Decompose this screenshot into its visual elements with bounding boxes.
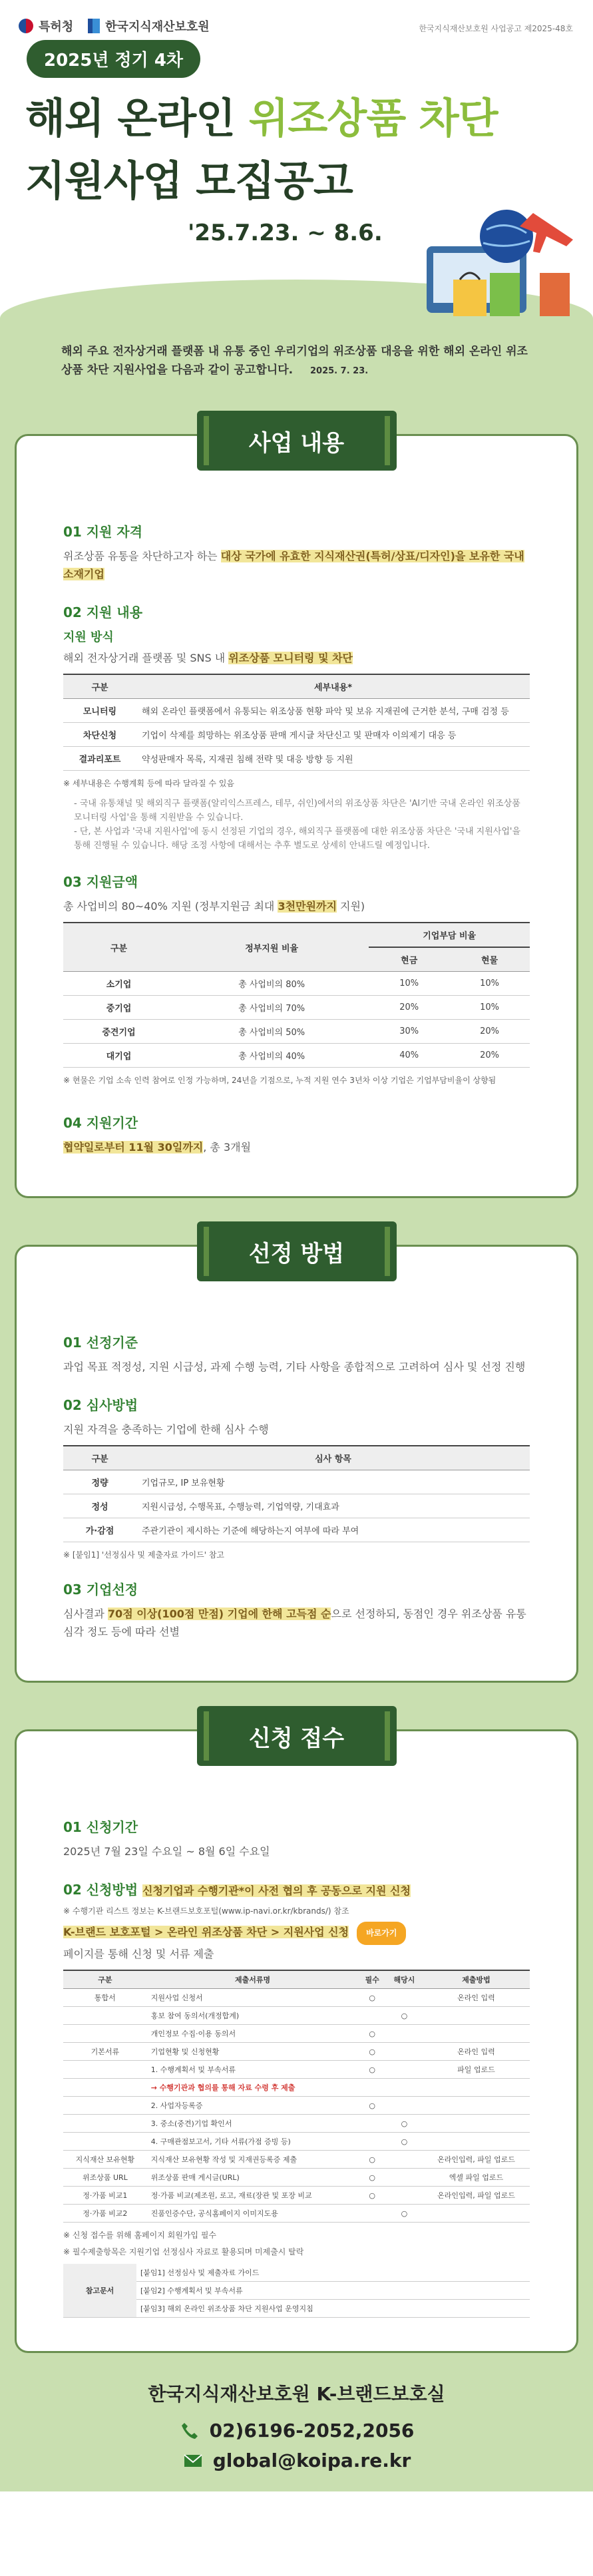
- doc-cell-m: [423, 2025, 530, 2043]
- section-title-selection: 선정 방법: [197, 1221, 397, 1281]
- row-value: 20%: [369, 996, 449, 1020]
- amount-heading: 03 지원금액: [63, 874, 138, 890]
- doc-cell-n: 홍보 참여 동의서(개정합계): [147, 2007, 359, 2025]
- table-row: [63, 1989, 530, 2007]
- doc-cell-o: ○: [386, 2115, 423, 2133]
- table-row: [63, 723, 530, 747]
- row-value: 기업이 삭제를 희망하는 위조상품 판매 게시글 차단신고 및 판매자 이의제기 대응 등: [136, 723, 530, 747]
- footer-org: 한국지식재산보호원 K-브랜드보호실: [148, 2383, 445, 2405]
- table-row: [63, 1020, 530, 1044]
- apply-method-line: [63, 1879, 530, 1898]
- row-key: 결과리포트: [63, 747, 136, 771]
- phone-icon: [179, 2420, 200, 2442]
- footer-phone: [15, 2420, 578, 2442]
- doc-cell-m: [423, 2079, 530, 2097]
- table-row: [63, 2097, 530, 2115]
- apply-period-heading: 01 신청기간: [63, 1819, 138, 1835]
- title-line1: [25, 85, 498, 144]
- doc-cell-n: 진품인증수단, 공식홈페이지 이미지도용: [147, 2205, 359, 2223]
- criteria-heading: 01 선정기준: [63, 1335, 138, 1351]
- docs-header: 제출방법: [423, 1970, 530, 1989]
- doc-cell-o: ○: [386, 2007, 423, 2025]
- reference-item: [붙임1] 선정심사 및 제출자료 가이드: [136, 2264, 530, 2282]
- doc-cell-m: [423, 2097, 530, 2115]
- table-row: [63, 2025, 530, 2043]
- support-table-header: 구분: [63, 674, 136, 699]
- portal-path-text: K-브랜드 보호포털 > 온라인 위조상품 차단 > 지원사업 신청: [63, 1926, 349, 1938]
- table-row: [63, 2079, 530, 2097]
- amount-text-c: 지원): [336, 900, 365, 913]
- period-highlight: 협약일로부터 11월 30일까지: [63, 1141, 204, 1154]
- table-row: [63, 1470, 530, 1494]
- logo-bar: [19, 17, 210, 35]
- review-heading: 02 심사방법: [63, 1397, 138, 1413]
- support-note: ※ 세부내용은 수행계획 등에 따라 달라질 수 있음: [63, 779, 235, 788]
- row-key: 중기업: [63, 996, 174, 1020]
- bullet-item: - 국내 유통채널 및 해외직구 플랫폼(알리익스프레스, 테무, 쉬인)에서의 위조상품 차단은 'AI기반 국내 온라인 위조상품 모니터링 사업'을 통해 지원받을 수 있습니다.: [74, 799, 520, 823]
- doc-cell-r: ○: [358, 2043, 386, 2061]
- eligibility-text: [63, 547, 530, 583]
- reference-item: [붙임2] 수행계획서 및 부속서류: [136, 2282, 530, 2300]
- funding-header-kind: 현물: [449, 947, 530, 972]
- koipa-name: 한국지식재산보호원: [105, 20, 210, 34]
- doc-cell-m: [423, 2115, 530, 2133]
- funding-header-cash: 현금: [369, 947, 449, 972]
- doc-cell-g: [63, 2133, 147, 2151]
- doc-cell-o: [386, 2043, 423, 2061]
- review-text: 지원 자격을 충족하는 기업에 한해 심사 수행: [63, 1423, 269, 1436]
- row-value: 해외 온라인 플랫폼에서 유통되는 위조상품 현황 파악 및 보유 지재권에 근거한 분석, 구매 검정 등: [136, 699, 530, 723]
- selection-highlight: 70점 이상(100점 만점) 기업에 한해 고득점 순: [107, 1608, 331, 1620]
- doc-cell-r: [358, 2115, 386, 2133]
- doc-cell-m: [423, 2007, 530, 2025]
- amount-highlight: 3천만원까지: [278, 900, 337, 913]
- doc-cell-m: 엑셀 파일 업로드: [423, 2169, 530, 2187]
- doc-cell-n: 지원사업 신청서: [147, 1989, 359, 2007]
- selection-heading: 03 기업선정: [63, 1582, 138, 1598]
- row-key: 중견기업: [63, 1020, 174, 1044]
- apply-period-text: 2025년 7월 23일 수요일 ~ 8월 6일 수요일: [63, 1845, 270, 1858]
- doc-cell-r: [358, 2007, 386, 2025]
- row-value: 총 사업비의 50%: [174, 1020, 369, 1044]
- doc-cell-m: 온라인 입력: [423, 2043, 530, 2061]
- section-application: [15, 1725, 578, 2353]
- table-row: [63, 1494, 530, 1518]
- intro-date: 2025. 7. 23.: [310, 366, 369, 376]
- docs-header: 필수: [358, 1970, 386, 1989]
- period-text-b: , 총 3개월: [203, 1141, 252, 1154]
- portal-path: [63, 1922, 530, 1945]
- doc-cell-g: [63, 2061, 147, 2079]
- shopping-illustration-icon: [413, 200, 580, 326]
- doc-cell-r: [358, 2205, 386, 2223]
- doc-cell-o: ○: [386, 2205, 423, 2223]
- doc-cell-r: ○: [358, 1989, 386, 2007]
- review-note: ※ [붙임1] '선정심사 및 제출자료 가이드' 참고: [63, 1550, 225, 1560]
- table-row: [63, 699, 530, 723]
- doc-cell-g: [63, 2079, 147, 2097]
- doc-cell-g: [63, 2115, 147, 2133]
- signup-note: ※ 신청 접수를 위해 홈페이지 회원가입 필수: [63, 2231, 217, 2240]
- period-heading: 04 지원기간: [63, 1115, 138, 1131]
- doc-cell-g: [63, 2097, 147, 2115]
- doc-cell-m: [423, 2133, 530, 2151]
- portal-path-desc: 페이지를 통해 신청 및 서류 제출: [63, 1948, 214, 1960]
- doc-cell-n: 1. 수행계획서 및 부속서류: [147, 2061, 359, 2079]
- doc-cell-o: [386, 2061, 423, 2079]
- row-key: 정량: [63, 1470, 136, 1494]
- doc-cell-o: [386, 2097, 423, 2115]
- apply-method-heading: 02 신청방법: [63, 1882, 138, 1898]
- title-part1: 해외 온라인: [25, 94, 249, 142]
- phone-number: 02)6196-2052,2056: [209, 2420, 415, 2442]
- row-value: 20%: [449, 1044, 530, 1068]
- docs-header: 구분: [63, 1970, 147, 1989]
- support-method-label: 지원 방식: [63, 630, 114, 644]
- table-row: [63, 747, 530, 771]
- doc-cell-m: 온라인 입력: [423, 1989, 530, 2007]
- row-value: 기업규모, IP 보유현황: [136, 1470, 530, 1494]
- amount-text-a: 총 사업비의 80~40% 지원 (정부지원금 최대: [63, 900, 278, 913]
- support-method-text: [63, 649, 530, 667]
- doc-cell-r: ○: [358, 2169, 386, 2187]
- eligibility-heading: 01 지원 자격: [63, 524, 143, 540]
- row-key: 정성: [63, 1494, 136, 1518]
- support-bullets: [74, 797, 530, 853]
- email-icon: [182, 2450, 204, 2471]
- review-table: [63, 1445, 530, 1542]
- selection-text-a: 심사결과: [63, 1608, 108, 1620]
- footer: [15, 2353, 578, 2491]
- row-value: 지원시급성, 수행목표, 수행능력, 기업역량, 기대효과: [136, 1494, 530, 1518]
- row-value: 주관기관이 제시하는 기준에 해당하는지 여부에 따라 부여: [136, 1518, 530, 1542]
- docs-header: 해당시: [386, 1970, 423, 1989]
- row-key: 모니터링: [63, 699, 136, 723]
- doc-cell-g: 정·가품 비교1: [63, 2187, 147, 2205]
- table-row: [63, 1518, 530, 1542]
- eligibility-text-a: 위조상품 유통을 차단하고자 하는: [63, 550, 221, 562]
- doc-cell-n: 3. 중소(중견)기업 확인서: [147, 2115, 359, 2133]
- doc-cell-n: 위조상품 판매 게시글(URL): [147, 2169, 359, 2187]
- funding-table: [63, 922, 530, 1068]
- main-body: [0, 326, 593, 2491]
- doc-cell-g: 지식재산 보유현황: [63, 2151, 147, 2169]
- required-note: ※ 필수제출항목은 지원기업 선정심사 자료로 활용되며 미제출시 탈락: [63, 2247, 304, 2256]
- funding-note: ※ 현물은 기업 소속 인력 참여로 인정 가능하며, 24년을 기점으로, 누적 지원 연수 3년차 이상 기업은 기업부담비율이 상향됨: [63, 1076, 496, 1085]
- doc-cell-r: ○: [358, 2097, 386, 2115]
- doc-cell-g: [63, 2007, 147, 2025]
- section-title-business: 사업 내용: [197, 411, 397, 471]
- doc-cell-n: → 수행기관과 협의를 통해 자료 수령 후 제출: [147, 2079, 359, 2097]
- doc-cell-n: 개인정보 수집·이용 동의서: [147, 2025, 359, 2043]
- row-value: 10%: [369, 972, 449, 996]
- support-highlight: 위조상품 모니터링 및 차단: [228, 652, 353, 664]
- funding-header: 정부지원 비율: [174, 923, 369, 972]
- doc-cell-n: 정·가품 비교(제조원, 로고, 재료(장관 및 포장 비교: [147, 2187, 359, 2205]
- selection-text-c: 으로 선정하되, 동점인 경우 위조상품 유통 심각 정도 등에 따라 선별: [63, 1608, 526, 1638]
- kipo-name: 특허청: [39, 20, 74, 34]
- table-row: [63, 2043, 530, 2061]
- row-key: 소기업: [63, 972, 174, 996]
- doc-cell-g: 위조상품 URL: [63, 2169, 147, 2187]
- doc-cell-r: [358, 2079, 386, 2097]
- docs-header: 제출서류명: [147, 1970, 359, 1989]
- doc-cell-g: 정·가품 비교2: [63, 2205, 147, 2223]
- funding-header: 기업부담 비율: [369, 923, 530, 947]
- section-business: [15, 429, 578, 1198]
- doc-cell-m: 온라인입력, 파일 업로드: [423, 2187, 530, 2205]
- apply-method-note: ※ 수행기관 리스트 정보는 K-브랜드보호포털(www.ip-navi.or.kr/kbrands/) 참조: [63, 1906, 349, 1916]
- review-header: 심사 항목: [136, 1446, 530, 1470]
- support-table: [63, 674, 530, 771]
- doc-cell-r: [358, 2133, 386, 2151]
- table-row: [63, 2133, 530, 2151]
- recruit-period: '25.7.23. ~ 8.6.: [188, 220, 383, 246]
- row-value: 총 사업비의 80%: [174, 972, 369, 996]
- doc-cell-o: ○: [386, 2133, 423, 2151]
- doc-cell-o: [386, 1989, 423, 2007]
- kipo-logo: [19, 17, 73, 35]
- reference-table: [63, 2264, 530, 2318]
- reference-key: 참고문서: [63, 2264, 136, 2318]
- support-table-header: 세부내용*: [136, 674, 530, 699]
- email-address: global@koipa.re.kr: [212, 2450, 411, 2471]
- doc-cell-r: ○: [358, 2025, 386, 2043]
- table-row: [63, 2151, 530, 2169]
- row-value: 30%: [369, 1020, 449, 1044]
- documents-table: [63, 1970, 530, 2223]
- intro: [15, 326, 578, 414]
- row-key: 차단신청: [63, 723, 136, 747]
- doc-cell-r: ○: [358, 2187, 386, 2205]
- doc-cell-g: 통합서: [63, 1989, 147, 2007]
- doc-cell-n: 지식재산 보유현황 작성 및 지재권등록증 제출: [147, 2151, 359, 2169]
- doc-cell-m: 온라인입력, 파일 업로드: [423, 2151, 530, 2169]
- header: [0, 0, 593, 326]
- table-row: [63, 2187, 530, 2205]
- amount-text: [63, 897, 530, 915]
- table-row: [63, 2205, 530, 2223]
- doc-cell-m: [423, 2205, 530, 2223]
- doc-cell-g: 기본서류: [63, 2043, 147, 2061]
- notice-number: 한국지식재산보호원 사업공고 제2025-48호: [419, 24, 573, 33]
- row-key: 대기업: [63, 1044, 174, 1068]
- section-selection: [15, 1240, 578, 1683]
- doc-cell-o: [386, 2025, 423, 2043]
- reference-item: [붙임3] 해외 온라인 위조상품 차단 지원사업 운영지침: [136, 2300, 530, 2318]
- doc-cell-o: [386, 2187, 423, 2205]
- row-value: 총 사업비의 40%: [174, 1044, 369, 1068]
- koipa-emblem-icon: [88, 19, 100, 33]
- doc-cell-r: ○: [358, 2151, 386, 2169]
- table-row: [63, 996, 530, 1020]
- eligibility-highlight: 대상 국가에 유효한 지식재산권(특허/상표/디자인)을 보유한 국내 소재기업: [63, 550, 524, 580]
- table-row: [63, 2007, 530, 2025]
- table-row: [63, 972, 530, 996]
- doc-cell-o: [386, 2079, 423, 2097]
- doc-cell-r: ○: [358, 2061, 386, 2079]
- doc-cell-g: [63, 2025, 147, 2043]
- doc-cell-n: 기업현황 및 신청현황: [147, 2043, 359, 2061]
- title-line2: 지원사업 모집공고: [25, 156, 353, 205]
- selection-text: [63, 1605, 530, 1641]
- support-heading: 02 지원 내용: [63, 604, 143, 620]
- apply-method-text: 신청기업과 수행기관*이 사전 협의 후 공동으로 지원 신청: [142, 1884, 411, 1897]
- table-row: [63, 2264, 530, 2282]
- title-highlight: 위조상품 차단: [248, 94, 498, 142]
- support-text-a: 해외 전자상거래 플랫폼 및 SNS 내: [63, 652, 229, 664]
- row-key: 가·감점: [63, 1518, 136, 1542]
- go-button[interactable]: 바로가기: [357, 1922, 406, 1945]
- intro-text: 해외 주요 전자상거래 플랫폼 내 유통 중인 우리기업의 위조상품 대응을 위한 해외 온라인 위조상품 차단 지원사업을 다음과 같이 공고합니다.: [61, 345, 528, 377]
- table-row: [63, 2061, 530, 2079]
- period-text: [63, 1138, 530, 1156]
- doc-cell-o: [386, 2151, 423, 2169]
- koipa-logo: [88, 17, 210, 35]
- bullet-item: - 단, 본 사업과 '국내 지원사업'에 동시 선정된 기업의 경우, 해외직구 플랫폼에 대한 위조상품 차단은 '국내 지원사업'을 통해 진행될 수 있습니다. 해당 조정 사항에 대해서는 추후 별도로 상세히 안내드릴 예정입니다.: [74, 827, 521, 851]
- row-value: 총 사업비의 70%: [174, 996, 369, 1020]
- round-badge: 2025년 정기 4차: [27, 40, 200, 78]
- row-value: 40%: [369, 1044, 449, 1068]
- row-value: 20%: [449, 1020, 530, 1044]
- kipo-emblem-icon: [19, 19, 33, 33]
- criteria-text: 과업 목표 적정성, 지원 시급성, 과제 수행 능력, 기타 사항을 종합적으로 고려하여 심사 및 선정 진행: [63, 1361, 526, 1373]
- table-row: [63, 2115, 530, 2133]
- doc-cell-n: 4. 구매관점보고서, 기타 서류(가점 증빙 등): [147, 2133, 359, 2151]
- review-header: 구분: [63, 1446, 136, 1470]
- doc-cell-o: [386, 2169, 423, 2187]
- table-row: [63, 2169, 530, 2187]
- row-value: 10%: [449, 972, 530, 996]
- doc-cell-n: 2. 사업자등록증: [147, 2097, 359, 2115]
- funding-header: 구분: [63, 923, 174, 972]
- row-value: 약성판매자 목록, 지재권 침해 전략 및 대응 방향 등 지원: [136, 747, 530, 771]
- section-title-application: 신청 접수: [197, 1706, 397, 1766]
- table-row: [63, 1044, 530, 1068]
- row-value: 10%: [449, 996, 530, 1020]
- doc-cell-m: 파일 업로드: [423, 2061, 530, 2079]
- footer-email: [15, 2450, 578, 2471]
